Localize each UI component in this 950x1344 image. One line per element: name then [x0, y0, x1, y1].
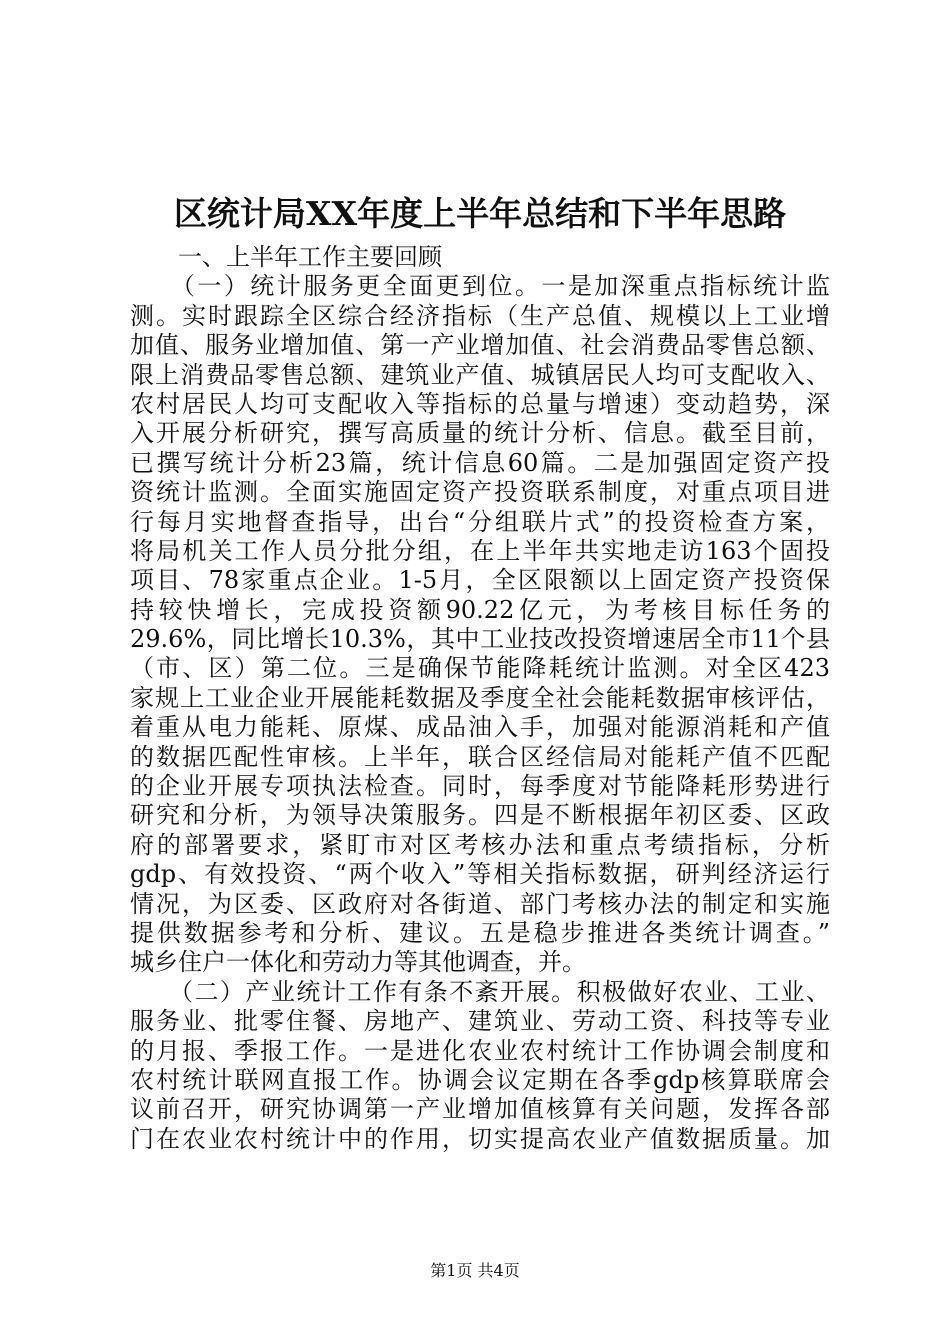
- document-title: 区统计局XX年度上半年总结和下半年思路: [173, 194, 787, 233]
- body-line: （市、区）第二位。三是确保节能降耗统计监测。对全区423: [130, 654, 830, 683]
- body-line: 农村居民人均可支配收入等指标的总量与增速）变动趋势，深: [130, 389, 830, 418]
- body-line: 一、上半年工作主要回顾: [130, 243, 442, 271]
- body-line: 将局机关工作人员分批分组，在上半年共实地走访163个固投: [130, 536, 830, 565]
- body-line: 限上消费品零售总额、建筑业产值、城镇居民人均可支配收入、: [130, 360, 830, 389]
- body-line: 农村统计联网直报工作。协调会议定期在各季gdp核算联席会: [130, 1065, 830, 1094]
- body-line: 的月报、季报工作。一是进化农业农村统计工作协调会制度和: [130, 1036, 830, 1065]
- page-number-footer: 第1页 共4页: [430, 1261, 520, 1280]
- body-line: 的企业开展专项执法检查。同时，每季度对节能降耗形势进行: [130, 772, 830, 801]
- body-line: （二）产业统计工作有条不紊开展。积极做好农业、工业、: [130, 977, 830, 1006]
- body-line: 加值、服务业增加值、第一产业增加值、社会消费品零售总额、: [130, 331, 830, 360]
- document-body: [130, 243, 830, 1154]
- body-line: 城乡住户一体化和劳动力等其他调查，并。: [130, 948, 586, 977]
- body-line: 行每月实地督查指导，出台“分组联片式”的投资检查方案，: [130, 507, 830, 536]
- body-line: 的数据匹配性审核。上半年，联合区经信局对能耗产值不匹配: [130, 742, 830, 771]
- body-line: 服务业、批零住餐、房地产、建筑业、劳动工资、科技等专业: [130, 1007, 830, 1036]
- body-line: 议前召开，研究协调第一产业增加值核算有关问题，发挥各部: [130, 1095, 830, 1124]
- body-line: 提供数据参考和分析、建议。五是稳步推进各类统计调查。”: [130, 918, 830, 947]
- body-line: （一）统计服务更全面更到位。一是加深重点指标统计监: [130, 272, 830, 301]
- body-line: 研究和分析，为领导决策服务。四是不断根据年初区委、区政: [130, 801, 830, 830]
- body-line: 门在农业农村统计中的作用，切实提高农业产值数据质量。加: [130, 1124, 830, 1153]
- body-line: 已撰写统计分析23篇，统计信息60篇。二是加强固定资产投: [130, 448, 830, 477]
- body-line: 家规上工业企业开展能耗数据及季度全社会能耗数据审核评估，: [130, 683, 830, 712]
- body-line: 情况，为区委、区政府对各街道、部门考核办法的制定和实施: [130, 889, 830, 918]
- body-line: 测。实时跟踪全区综合经济指标（生产总值、规模以上工业增: [130, 301, 830, 330]
- body-line: gdp、有效投资、“两个收入”等相关指标数据，研判经济运行: [130, 860, 830, 889]
- body-line: 入开展分析研究，撰写高质量的统计分析、信息。截至目前，: [130, 419, 830, 448]
- body-line: 府的部署要求，紧盯市对区考核办法和重点考绩指标，分析: [130, 830, 830, 859]
- body-line: 项目、78家重点企业。1-5月，全区限额以上固定资产投资保: [130, 566, 830, 595]
- body-line: 29.6%，同比增长10.3%，其中工业技改投资增速居全市11个县: [130, 625, 830, 654]
- body-line: 着重从电力能耗、原煤、成品油入手，加强对能源消耗和产值: [130, 713, 830, 742]
- body-line: 资统计监测。全面实施固定资产投资联系制度，对重点项目进: [130, 478, 830, 507]
- body-line: 持较快增长，完成投资额90.22亿元，为考核目标任务的: [130, 595, 830, 624]
